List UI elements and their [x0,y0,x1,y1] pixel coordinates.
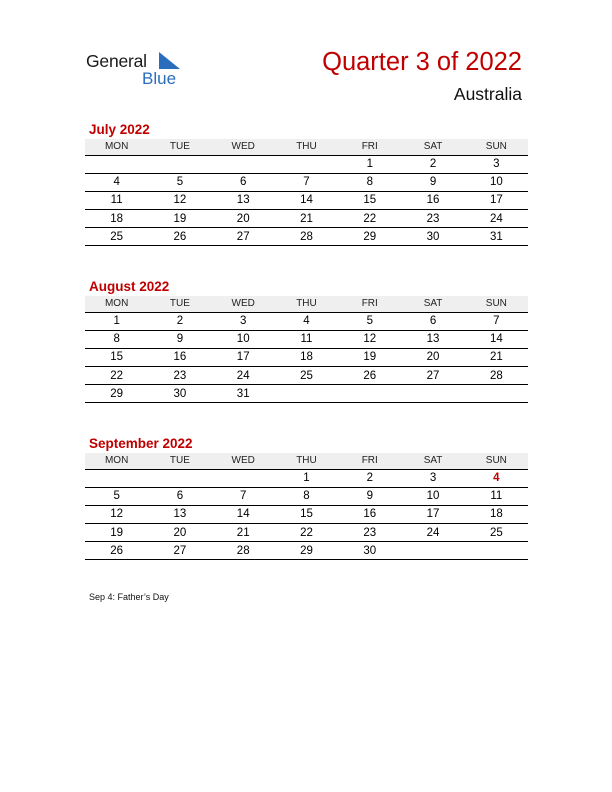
week-row [85,367,528,385]
day-cell: 12 [338,330,401,348]
calendar-grid [85,453,528,560]
week-row [85,228,528,246]
day-cell: 13 [148,505,211,523]
day-cell: 31 [465,228,528,246]
day-cell: 6 [212,173,275,191]
holiday-day-cell: 4 [465,469,528,487]
day-cell: 9 [148,330,211,348]
week-row [85,542,528,560]
weekday-label: SUN [465,453,528,469]
empty-day-cell [85,155,148,173]
empty-day-cell [275,155,338,173]
day-cell: 15 [275,505,338,523]
empty-day-cell [85,469,148,487]
weekday-label: WED [212,139,275,155]
day-cell: 12 [148,191,211,209]
day-cell: 5 [85,487,148,505]
week-row [85,173,528,191]
day-cell: 8 [338,173,401,191]
month-august [85,279,528,403]
day-cell: 26 [148,228,211,246]
empty-day-cell [212,469,275,487]
day-cell: 29 [85,385,148,403]
logo-blue-text: Blue [142,69,177,88]
day-cell: 11 [85,191,148,209]
weekday-label: MON [85,453,148,469]
day-cell: 8 [275,487,338,505]
day-cell: 22 [338,210,401,228]
calendar-grid [85,296,528,403]
empty-day-cell [465,542,528,560]
day-cell: 13 [212,191,275,209]
day-cell: 9 [401,173,464,191]
day-cell: 10 [212,330,275,348]
day-cell: 20 [212,210,275,228]
page-title: Quarter 3 of 2022 [322,48,522,76]
day-cell: 21 [275,210,338,228]
weekday-label: FRI [338,139,401,155]
day-cell: 30 [338,542,401,560]
weekday-header-row [85,139,528,155]
day-cell: 29 [338,228,401,246]
day-cell: 9 [338,487,401,505]
day-cell: 4 [275,312,338,330]
day-cell: 7 [212,487,275,505]
empty-day-cell [465,385,528,403]
day-cell: 26 [338,367,401,385]
day-cell: 25 [465,524,528,542]
day-cell: 18 [85,210,148,228]
day-cell: 19 [338,348,401,366]
day-cell: 29 [275,542,338,560]
holiday-note: Sep 4: Father’s Day [89,592,169,602]
day-cell: 2 [338,469,401,487]
day-cell: 14 [465,330,528,348]
day-cell: 16 [338,505,401,523]
weekday-label: TUE [148,453,211,469]
week-row [85,524,528,542]
weekday-label: MON [85,296,148,312]
day-cell: 27 [212,228,275,246]
weekday-header-row [85,453,528,469]
week-row [85,330,528,348]
empty-day-cell [338,385,401,403]
weekday-label: WED [212,296,275,312]
weekday-label: WED [212,453,275,469]
weekday-label: THU [275,296,338,312]
week-row [85,191,528,209]
day-cell: 23 [148,367,211,385]
week-row [85,469,528,487]
empty-day-cell [401,385,464,403]
day-cell: 23 [401,210,464,228]
day-cell: 10 [401,487,464,505]
day-cell: 6 [148,487,211,505]
day-cell: 5 [148,173,211,191]
day-cell: 1 [275,469,338,487]
logo-general-text: General [86,51,147,71]
logo-triangle-icon [159,52,181,70]
month-september [85,436,528,560]
day-cell: 27 [148,542,211,560]
weekday-label: THU [275,139,338,155]
day-cell: 7 [465,312,528,330]
week-row [85,312,528,330]
weekday-label: THU [275,453,338,469]
day-cell: 19 [85,524,148,542]
weekday-label: SAT [401,139,464,155]
month-title: September 2022 [89,436,193,451]
day-cell: 28 [275,228,338,246]
day-cell: 25 [275,367,338,385]
day-cell: 24 [401,524,464,542]
week-row [85,505,528,523]
empty-day-cell [275,385,338,403]
weekday-label: FRI [338,453,401,469]
day-cell: 20 [401,348,464,366]
week-row [85,210,528,228]
empty-day-cell [148,155,211,173]
day-cell: 31 [212,385,275,403]
day-cell: 22 [275,524,338,542]
weekday-label: MON [85,139,148,155]
day-cell: 23 [338,524,401,542]
country-label: Australia [453,84,522,104]
weekday-header-row [85,296,528,312]
day-cell: 17 [212,348,275,366]
day-cell: 17 [465,191,528,209]
day-cell: 2 [148,312,211,330]
day-cell: 4 [85,173,148,191]
empty-day-cell [401,542,464,560]
day-cell: 7 [275,173,338,191]
month-title: July 2022 [89,122,150,137]
day-cell: 30 [401,228,464,246]
day-cell: 5 [338,312,401,330]
day-cell: 1 [85,312,148,330]
empty-day-cell [148,469,211,487]
day-cell: 6 [401,312,464,330]
day-cell: 15 [85,348,148,366]
day-cell: 26 [85,542,148,560]
week-row [85,487,528,505]
week-row [85,155,528,173]
day-cell: 25 [85,228,148,246]
day-cell: 3 [401,469,464,487]
day-cell: 1 [338,155,401,173]
day-cell: 14 [212,505,275,523]
week-row [85,348,528,366]
day-cell: 19 [148,210,211,228]
day-cell: 21 [465,348,528,366]
day-cell: 21 [212,524,275,542]
weekday-label: SAT [401,296,464,312]
month-title: August 2022 [89,279,170,294]
day-cell: 27 [401,367,464,385]
weekday-label: SAT [401,453,464,469]
empty-day-cell [212,155,275,173]
weekday-label: FRI [338,296,401,312]
day-cell: 12 [85,505,148,523]
month-july [85,122,528,246]
day-cell: 20 [148,524,211,542]
day-cell: 10 [465,173,528,191]
day-cell: 2 [401,155,464,173]
week-row [85,385,528,403]
day-cell: 24 [212,367,275,385]
day-cell: 15 [338,191,401,209]
day-cell: 11 [275,330,338,348]
day-cell: 28 [212,542,275,560]
weekday-label: SUN [465,139,528,155]
day-cell: 11 [465,487,528,505]
day-cell: 30 [148,385,211,403]
day-cell: 16 [401,191,464,209]
calendar-grid [85,139,528,246]
day-cell: 3 [212,312,275,330]
generalblue-logo [86,51,196,91]
weekday-label: TUE [148,139,211,155]
day-cell: 8 [85,330,148,348]
day-cell: 14 [275,191,338,209]
day-cell: 28 [465,367,528,385]
day-cell: 13 [401,330,464,348]
day-cell: 24 [465,210,528,228]
weekday-label: SUN [465,296,528,312]
day-cell: 18 [275,348,338,366]
day-cell: 17 [401,505,464,523]
day-cell: 18 [465,505,528,523]
day-cell: 22 [85,367,148,385]
day-cell: 16 [148,348,211,366]
day-cell: 3 [465,155,528,173]
weekday-label: TUE [148,296,211,312]
